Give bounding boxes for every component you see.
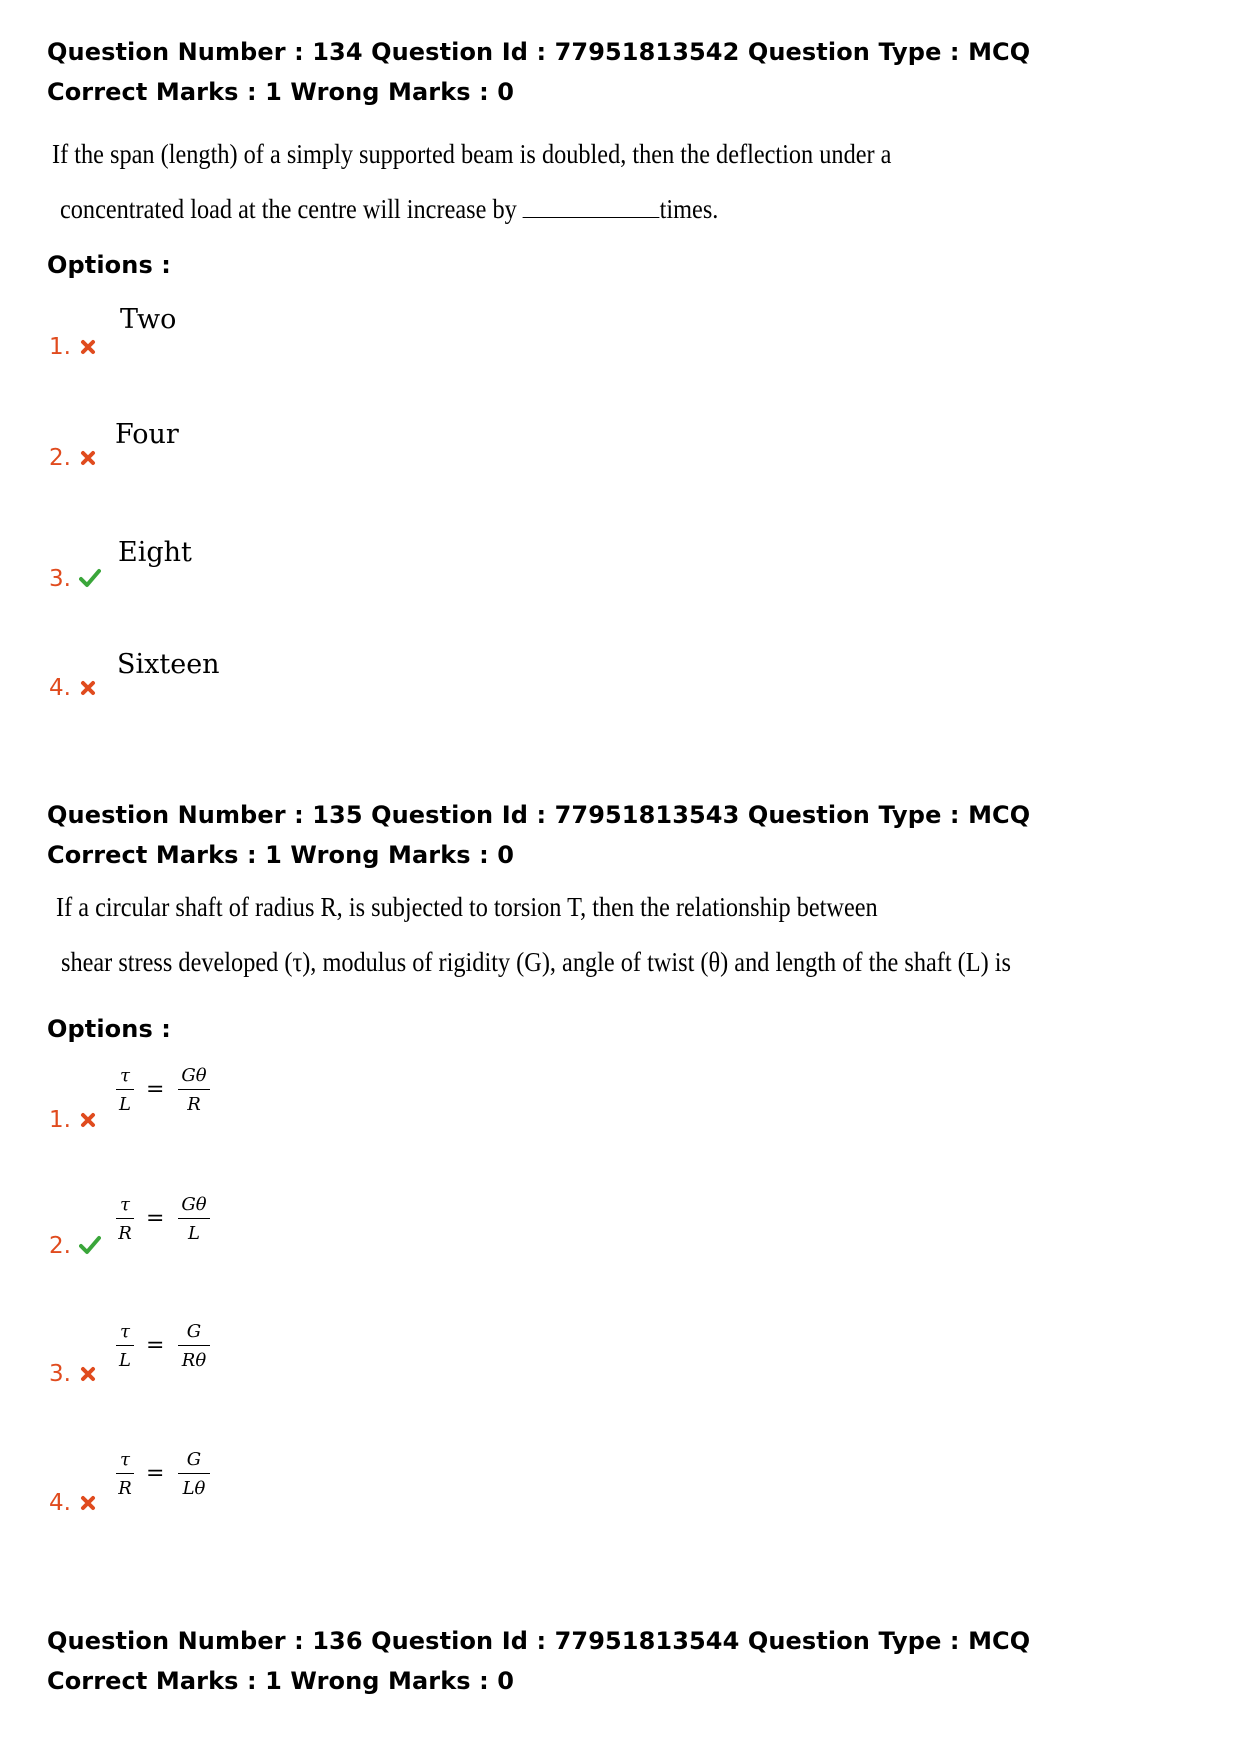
numerator: τ	[120, 1065, 130, 1086]
question-134-text-line1: If the span (length) of a simply supported beam is doubled, then the deflection under a	[52, 139, 892, 169]
q134-option-3-text: Eight	[118, 537, 192, 568]
question-134-text-line2-after: times.	[659, 194, 719, 224]
q134-option-4-text: Sixteen	[117, 649, 220, 680]
option-number: 4.	[49, 675, 71, 701]
q135-option-2-formula	[116, 1192, 226, 1252]
denominator: Rθ	[181, 1350, 207, 1371]
denominator: L	[119, 1350, 131, 1371]
q135-option-1	[49, 1106, 97, 1134]
q134-option-2	[49, 444, 97, 472]
numerator: Gθ	[181, 1194, 207, 1215]
cross-icon	[79, 1494, 97, 1512]
rhs-fraction	[178, 1319, 210, 1372]
denominator: L	[119, 1094, 131, 1115]
lhs-fraction	[116, 1192, 134, 1245]
q135-option-4	[49, 1489, 97, 1517]
lhs-fraction	[116, 1319, 134, 1372]
q135-option-1-formula	[116, 1063, 226, 1123]
q134-option-1	[49, 333, 97, 361]
option-number: 4.	[49, 1490, 71, 1516]
equals-sign: =	[146, 1461, 165, 1486]
question-136-header: Question Number : 136 Question Id : 77951813544 Question Type : MCQ	[47, 1627, 1031, 1655]
cross-icon	[79, 1365, 97, 1383]
option-number: 1.	[49, 334, 71, 360]
equals-sign: =	[146, 1077, 165, 1102]
lhs-fraction	[116, 1447, 134, 1500]
check-icon	[79, 568, 101, 588]
question-135-marks: Correct Marks : 1 Wrong Marks : 0	[47, 841, 515, 869]
rhs-fraction	[178, 1447, 210, 1500]
denominator: R	[118, 1223, 132, 1244]
q135-option-3	[49, 1360, 97, 1388]
denominator: L	[188, 1223, 200, 1244]
denominator: R	[118, 1478, 132, 1499]
q135-option-2	[49, 1232, 101, 1260]
question-134-text-line2-before: concentrated load at the centre will increase by	[60, 194, 517, 224]
denominator: Lθ	[182, 1478, 206, 1499]
numerator: τ	[120, 1449, 130, 1470]
option-number: 2.	[49, 445, 71, 471]
option-number: 2.	[49, 1233, 71, 1259]
numerator: Gθ	[181, 1065, 207, 1086]
question-134-marks: Correct Marks : 1 Wrong Marks : 0	[47, 78, 515, 106]
numerator: τ	[120, 1194, 130, 1215]
cross-icon	[79, 449, 97, 467]
q134-option-1-text: Two	[120, 304, 177, 335]
option-number: 1.	[49, 1107, 71, 1133]
numerator: τ	[120, 1321, 130, 1342]
lhs-fraction	[116, 1063, 134, 1116]
question-135-text-line2: shear stress developed (τ), modulus of rigidity (G), angle of twist (θ) and length of the shaft (L) is	[61, 947, 1011, 977]
q135-option-3-formula	[116, 1319, 226, 1379]
option-number: 3.	[49, 1361, 71, 1387]
cross-icon	[79, 1111, 97, 1129]
cross-icon	[79, 338, 97, 356]
equals-sign: =	[146, 1333, 165, 1358]
question-135-options-label: Options :	[47, 1015, 171, 1043]
answer-blank	[523, 195, 660, 218]
rhs-fraction	[178, 1192, 210, 1245]
numerator: G	[186, 1321, 202, 1342]
denominator: R	[187, 1094, 201, 1115]
cross-icon	[79, 679, 97, 697]
q134-option-4	[49, 674, 97, 702]
question-135-header: Question Number : 135 Question Id : 77951813543 Question Type : MCQ	[47, 801, 1031, 829]
option-number: 3.	[49, 566, 71, 592]
q135-option-4-formula	[116, 1447, 226, 1507]
numerator: G	[186, 1449, 202, 1470]
check-icon	[79, 1235, 101, 1255]
question-134-header: Question Number : 134 Question Id : 77951813542 Question Type : MCQ	[47, 38, 1031, 66]
question-134-text-line2	[60, 193, 718, 225]
q134-option-3	[49, 565, 101, 593]
equals-sign: =	[146, 1206, 165, 1231]
q134-option-2-text: Four	[115, 419, 179, 450]
rhs-fraction	[178, 1063, 210, 1116]
question-135-text-line1: If a circular shaft of radius R, is subjected to torsion T, then the relationship between	[56, 892, 878, 922]
question-136-marks: Correct Marks : 1 Wrong Marks : 0	[47, 1667, 515, 1695]
question-134-options-label: Options :	[47, 251, 171, 279]
